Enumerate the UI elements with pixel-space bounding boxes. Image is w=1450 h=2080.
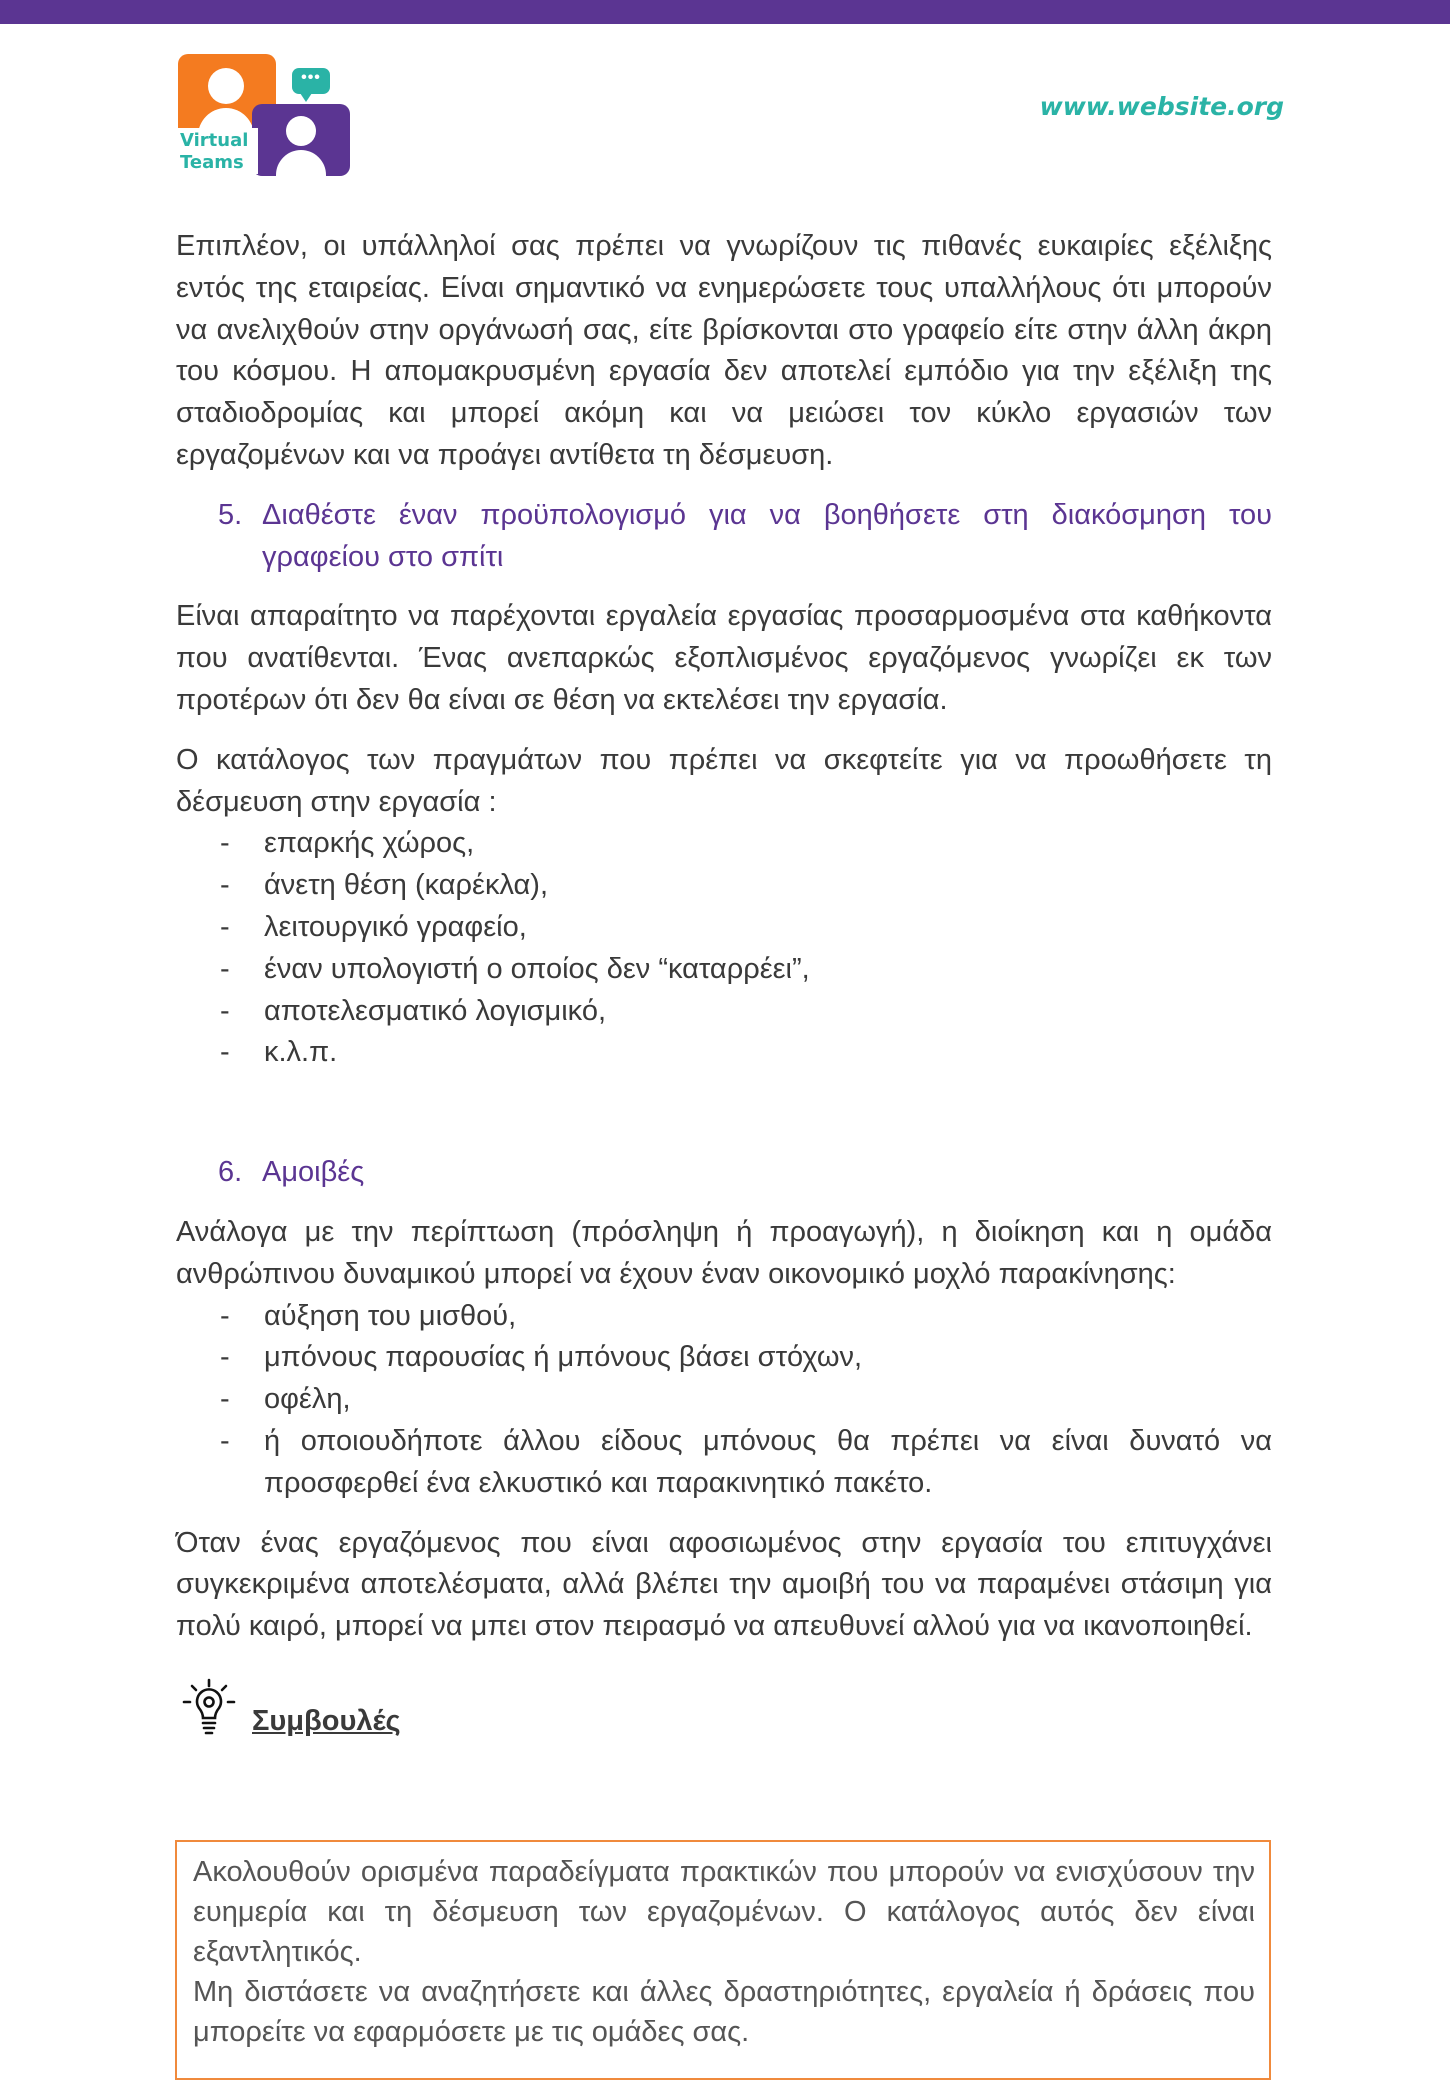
tips-paragraph-1: Ακολουθούν ορισμένα παραδείγματα πρακτικών που μπορούν να ενισχύσουν την ευημερία και τη δέσμευση των εργαζομένων. Ο κατάλογος αυτός δεν είναι εξαντλητικός.: [193, 1856, 1255, 1968]
section-5-title: Διαθέστε έναν προϋπολογισμό για να βοηθήσετε στη διακόσμηση του γραφείου στο σπίτι: [262, 498, 1272, 573]
section-6-title: Αμοιβές: [262, 1156, 365, 1189]
list-item: - κ.λ.π.: [220, 1036, 338, 1069]
list-item: - οφέλη,: [220, 1383, 351, 1416]
list-item: - έναν υπολογιστή ο οποίος δεν “καταρρέει”,: [220, 952, 810, 985]
section-6-number: 6.: [218, 1156, 243, 1189]
intro-paragraph: Επιπλέον, οι υπάλληλοί σας πρέπει να γνωρίζουν τις πιθανές ευκαιρίες εξέλιξης εντός της εταιρείας. Είναι σημαντικό να ενημερώσετε τους υπαλλήλους ότι μπορούν να ανελιχθούν στην οργάνωσή σας, είτε βρίσκονται στο γραφείο είτε στην άλλη άκρη του κόσμου. Η απομακρυσμένη εργασία δεν αποτελεί εμπόδιο για την εξέλιξη της σταδιοδρομίας και μπορεί ακόμη και να μειώσει τον κύκλο εργασιών των εργαζομένων και να προάγει αντίθετα τη δέσμευση.: [176, 230, 1272, 471]
chat-bubble-icon: •••: [292, 68, 330, 94]
document-body: [176, 226, 1272, 1738]
list-item: - επαρκής χώρος,: [220, 827, 475, 860]
virtual-teams-logo: [176, 52, 356, 182]
list-item: - άνετη θέση (καρέκλα),: [220, 869, 549, 902]
section-6-paragraph-2: Όταν ένας εργαζόμενος που είναι αφοσιωμένος στην εργασία του επιτυγχάνει συγκεκριμένα αποτελέσματα, αλλά βλέπει την αμοιβή του να παραμένει στάσιμη για πολύ καιρό, μπορεί να μπει στον πειρασμό να απευθυνεί αλλού για να ικανοποιηθεί.: [176, 1526, 1272, 1643]
tips-paragraph-2: Μη διστάσετε να αναζητήσετε και άλλες δραστηριότητες, εργαλεία ή δράσεις που μπορείτε να εφαρμόσετε με τις ομάδες σας.: [193, 1976, 1255, 2048]
section-5-heading: [176, 495, 1272, 579]
section-6-list: [176, 1296, 1272, 1505]
list-item: - μπόνους παρουσίας ή μπόνους βάσει στόχων,: [220, 1341, 863, 1374]
tips-heading: [182, 1674, 1272, 1738]
list-item: - αύξηση του μισθού,: [220, 1299, 517, 1332]
logo-brand-text: Virtual Teams: [178, 128, 258, 174]
website-url[interactable]: www.website.org: [1039, 92, 1284, 121]
section-6-paragraph-1: Ανάλογα με την περίπτωση (πρόσληψη ή προαγωγή), η διοίκηση και η ομάδα ανθρώπινου δυναμικού μπορεί να έχουν έναν οικονομικό μοχλό παρακίνησης:: [176, 1215, 1272, 1290]
list-item: - λειτουργικό γραφείο,: [220, 910, 527, 943]
list-item: - ή οποιουδήποτε άλλου είδους μπόνους θα πρέπει να είναι δυνατό να προσφερθεί ένα ελκυστικό και παρακινητικό πακέτο.: [220, 1424, 1272, 1499]
lightbulb-icon: [182, 1678, 236, 1738]
section-5-list: [176, 823, 1272, 1074]
section-5-paragraph-2: Ο κατάλογος των πραγμάτων που πρέπει να σκεφτείτε για να προωθήσετε τη δέσμευση στην εργασία :: [176, 743, 1272, 818]
tips-title: Συμβουλές: [252, 1704, 401, 1737]
section-6-heading: [176, 1152, 1272, 1194]
top-accent-bar: [0, 0, 1450, 24]
tips-box: [175, 1840, 1271, 2080]
list-item: - αποτελεσματικό λογισμικό,: [220, 994, 607, 1027]
section-5-number: 5.: [218, 498, 243, 531]
logo-purple-person-icon: [252, 104, 350, 176]
section-5-paragraph-1: Είναι απαραίτητο να παρέχονται εργαλεία εργασίας προσαρμοσμένα στα καθήκοντα που ανατίθενται. Ένας ανεπαρκώς εξοπλισμένος εργαζόμενος γνωρίζει εκ των προτέρων ότι δεν θα είναι σε θέση να εκτελέσει την εργασία.: [176, 600, 1272, 716]
